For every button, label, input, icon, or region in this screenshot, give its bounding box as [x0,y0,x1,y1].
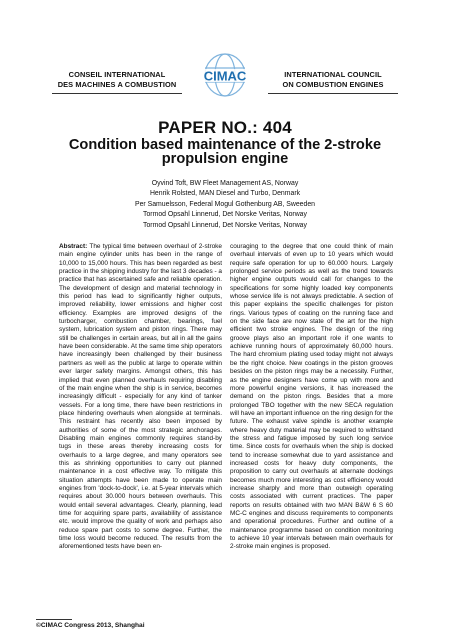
author-line: Tormod Opsahl Linnerud, Det Norske Veritas, Norway [143,211,307,219]
header-left-org [54,70,180,90]
header-right-org [270,70,396,90]
header-right-line1: INTERNATIONAL COUNCIL [284,70,382,79]
footer-rule [36,619,72,620]
header-left-line2: DES MACHINES A COMBUSTION [57,80,177,89]
abstract-text-left: The typical time between overhaul of 2-stroke main engine cylinder units has been in the range of 10,000 to 15,000 hours. This has been regarded as best practice in the shipping industry for the last 3 decades - a practice that has ascertained safe and reliable operation. The development of design and material technology in this period has lead to significantly higher outputs, improved reliability, lower emissions and higher cost efficiency. Examples are improved designs of the turbocharger, combustion chamber, bearings, fuel system, lubrication system and piston rings. There may still be challenges in certain areas, but all in all the gains have been considerable. At the same time ship operators have increasingly been challenged by their business partners as well as the public at large to operate within ever larger safety margins. Amongst others, this has implied that even planned overhauls requiring disabling of the main engine when the ship is in service, becomes increasingly difficult - especially for any kind of tanker vessels. For a long time, there have been restrictions in place hindering overhauls when alongside at terminals. This restraint has recently also been imposed by authorities of some of the most strategic anchorages. Disabling main engines commonly requires stand-by tugs in these areas thereby increasing costs for overhauls to a large degree, and many operators see this as shrinking opportunities to carry out planned maintenance in a cost effective way. To mitigate this situation attempts have been made to operate main engines from 'dock-to-dock', i.e. at 5-year intervals which requires about 30.000 hours between overhauls. This would entail several advantages. Clearly, planning, lead time for acquiring spare parts, availability of assistance etc. would improve the quality of work and perhaps also reduce spare part costs to some degree. Further, the time loss would become reduced. The results from the aforementioned tests have been en- [59,243,222,551]
header-left-line1: CONSEIL INTERNATIONAL [68,70,166,79]
logo-text: CIMAC [203,68,247,84]
abstract-text-right: couraging to the degree that one could think of main overhaul intervals of even up to 10 years which would require safe operation for up to 60.000 hours. Largely prolonged service periods as well as the trend towards higher engine outputs would call for changes to the specifications for some highly loaded key components whose service life is not always predictable. A section of this paper explains the specific challenges for piston rings. Various types of coating on the running face and on the side face are now state of the art for the high efficient two stroke engines. The design of the ring groove plays also an important role if one wants to achieve running hours of approximately 60,000 hours. The hard chromium plating used today might not always be the right choice. New coatings in the piston grooves besides on the piston rings may be a necessity. Further, as the engine designers have come up with more and more powerful engine versions, it has increased the demand on the piston rings. Besides that a more prolonged TBO together with the new SECA regulation will have an important influence on the ring design for the future. The exhaust valve spindle is another example where heavy duty material may be required to withstand the stress and fatigue imposed by such long service time. Since costs for overhauls when the ship is docked tend to increase somewhat due to yard assistance and increased costs for heavy duty components, the proposition to carry out overhauls at alternate dockings becomes much more interesting as cost efficiency would increase sharply and more than outweigh operating costs associated with current practices. The paper reports on results obtained with two MAN B&W 6 S 60 MC-C engines and discuss requirements to components and operational procedures. Further and outline of a maintenance programme based on condition monitoring to achieve 10 year intervals between main overhauls for 2-stroke main engines is proposed. [230,243,393,551]
title-line-2: propulsion engine [161,150,289,167]
header-right-rule [268,93,398,94]
paper-title [50,139,400,166]
paper-number: PAPER NO.: 404 [158,118,292,137]
abstract-column-left [59,243,222,552]
abstract-column-right [230,243,393,552]
author-line: Tormod Opsahl Linnerud, Det Norske Veritas, Norway [143,221,307,229]
author-line: Oyvind Toft, BW Fleet Management AS, Norway [151,180,299,187]
author-list [60,179,390,231]
header-left-rule [52,93,182,94]
title-line-1: Condition based maintenance of the 2-stroke [68,137,382,153]
footer-copyright: ©CIMAC Congress 2013, Shanghai [36,622,145,629]
author-line: Henrik Rolsted, MAN Diesel and Turbo, Denmark [149,190,301,198]
header-right-line2: ON COMBUSTION ENGINES [282,80,384,89]
author-line: Per Samuelsson, Federal Mogul Gothenburg AB, Sweeden [134,200,316,208]
abstract-label: Abstract: [59,243,88,250]
cimac-logo [188,52,262,98]
